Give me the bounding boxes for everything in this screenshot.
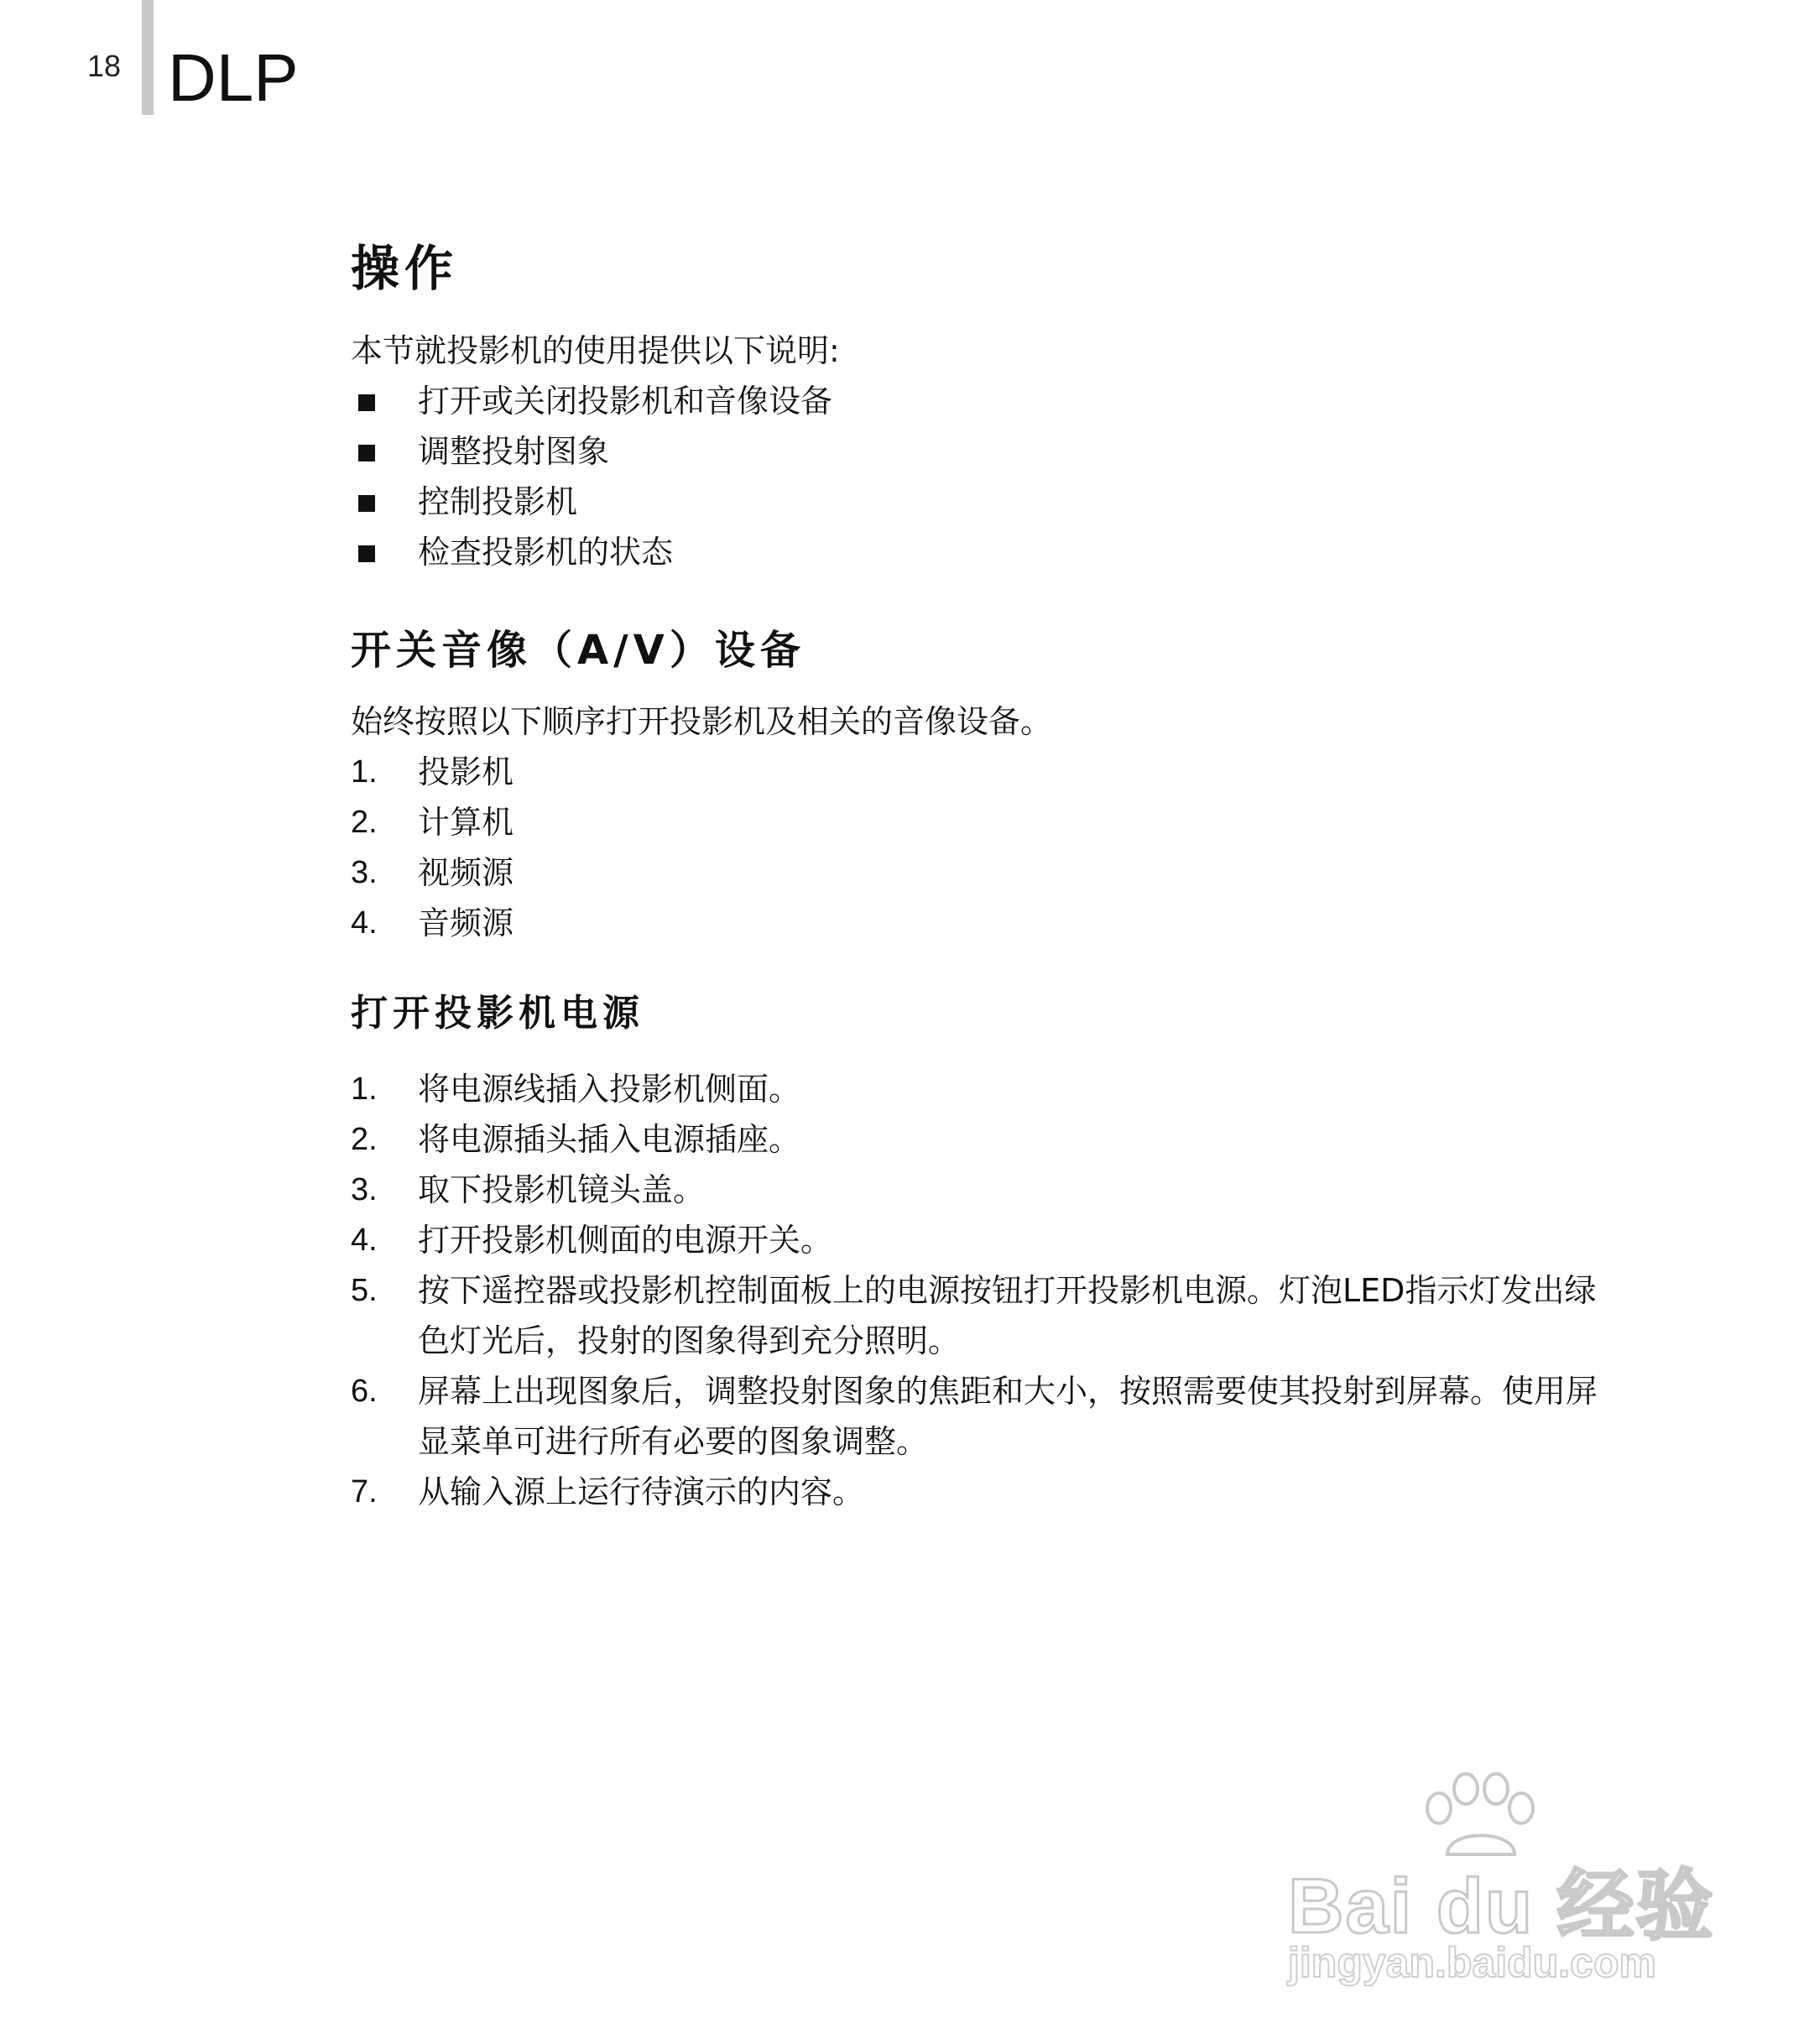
section-title-power: 打开投影机电源 <box>351 992 644 1035</box>
operation-list <box>351 376 1609 577</box>
bullet-square-icon <box>358 394 375 411</box>
baidu-jingyan-watermark <box>1288 1770 1724 1986</box>
list-number: 5. <box>351 1273 378 1308</box>
list-item <box>351 477 1609 527</box>
watermark-url: jingyan.baidu.com <box>1288 1939 1656 1986</box>
bullet-square-icon <box>358 495 375 512</box>
list-number: 2. <box>351 805 378 840</box>
list-number: 7. <box>351 1474 378 1510</box>
list-item <box>351 1165 1609 1215</box>
list-number: 1. <box>351 1072 378 1107</box>
list-number: 4. <box>351 1223 378 1258</box>
list-item <box>351 1265 1609 1366</box>
list-item <box>351 1366 1609 1467</box>
list-item <box>351 747 1609 797</box>
list-item <box>351 847 1609 898</box>
list-item-text: 检查投影机的状态 <box>418 534 674 571</box>
list-number: 6. <box>351 1374 378 1409</box>
document-body <box>351 235 1609 1517</box>
list-item-text: 计算机 <box>418 804 514 841</box>
list-item <box>351 898 1609 948</box>
page-number: 18 <box>87 49 122 83</box>
bullet-square-icon <box>358 445 375 461</box>
av-intro: 始终按照以下顺序打开投影机及相关的音像设备。 <box>351 703 1053 740</box>
list-item-text: 控制投影机 <box>418 483 578 520</box>
brand-title: DLP <box>168 40 299 115</box>
list-item-text: 音频源 <box>418 905 514 941</box>
list-item-text: 取下投影机镜头盖。 <box>418 1171 706 1208</box>
list-item-text: 从输入源上运行待演示的内容。 <box>418 1473 865 1510</box>
list-number: 4. <box>351 905 378 941</box>
operation-intro: 本节就投影机的使用提供以下说明: <box>351 332 840 369</box>
av-list <box>351 747 1609 948</box>
list-item-text: 视频源 <box>418 854 514 891</box>
list-item-text: 调整投射图象 <box>418 433 610 470</box>
list-item <box>351 1114 1609 1165</box>
list-item <box>351 1064 1609 1114</box>
list-item-text: 打开投影机侧面的电源开关。 <box>418 1222 833 1259</box>
list-item <box>351 527 1609 577</box>
list-item <box>351 376 1609 426</box>
bullet-square-icon <box>358 545 375 562</box>
list-item <box>351 1215 1609 1265</box>
list-item-text: 屏幕上出现图象后，调整投射图象的焦距和大小，按照需要使其投射到屏幕。使用屏显菜单可进行所有必要的图象调整。 <box>418 1373 1598 1460</box>
list-number: 3. <box>351 855 378 890</box>
section-title-av: 开关音像（A/V）设备 <box>351 627 805 674</box>
list-number: 3. <box>351 1172 378 1207</box>
list-item <box>351 1467 1609 1517</box>
list-item <box>351 797 1609 847</box>
list-item-text: 打开或关闭投影机和音像设备 <box>418 383 833 420</box>
list-item-text: 投影机 <box>418 753 514 790</box>
section-title-operation: 操作 <box>351 240 459 297</box>
list-item <box>351 426 1609 477</box>
list-number: 2. <box>351 1122 378 1157</box>
list-item-text: 按下遥控器或投影机控制面板上的电源按钮打开投影机电源。灯泡LED指示灯发出绿色灯光后，投射的图象得到充分照明。 <box>418 1272 1597 1359</box>
power-list <box>351 1064 1609 1517</box>
header-bar <box>142 0 154 115</box>
list-item-text: 将电源线插入投影机侧面。 <box>418 1071 801 1108</box>
list-number: 1. <box>351 754 378 790</box>
watermark-logo-text: Bai du 经验 <box>1288 1864 1715 1949</box>
list-item-text: 将电源插头插入电源插座。 <box>418 1121 801 1158</box>
